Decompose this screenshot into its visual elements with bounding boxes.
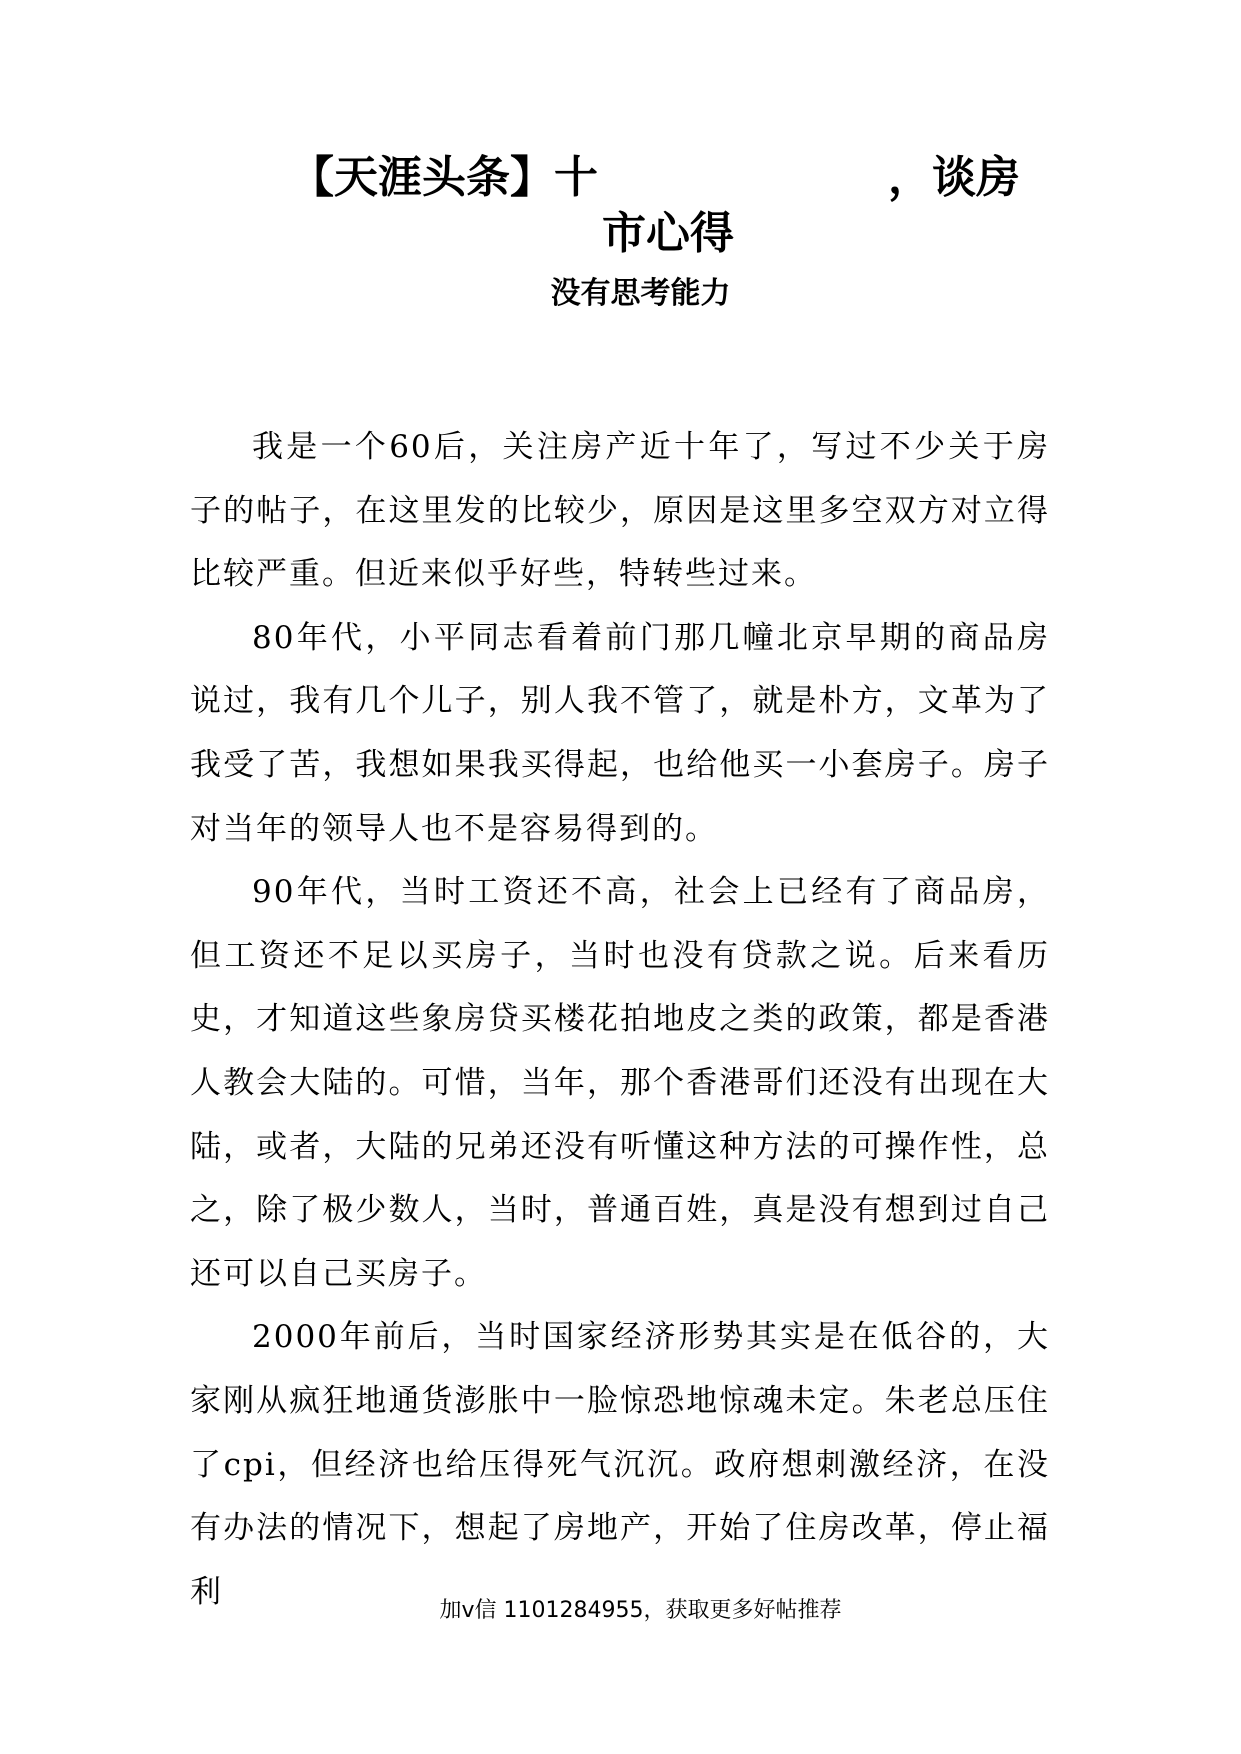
article-body [190,416,1050,1624]
page-footer: 加v信 1101284955，获取更多好帖推荐 [439,1598,842,1623]
title-part-2: ，谈房 [888,152,1020,203]
paragraph: 2000年前后，当时国家经济形势其实是在低谷的，大家刚从疯狂地通货澎胀中一脸惊恐地惊魂未定。朱老总压住了cpi，但经济也给压得死气沉沉。政府想刺激经济，在没有办法的情况下，想起了房地产，开始了住房改革，停止福利 [190,1319,1050,1610]
title-part-1: 【天涯头条】十 [290,152,598,203]
paragraph: 80年代，小平同志看着前门那几幢北京早期的商品房说过，我有几个儿子，别人我不管了，就是朴方，文革为了我受了苦，我想如果我买得起，也给他买一小套房子。房子对当年的领导人也不是容易得到的。 [190,619,1050,847]
paragraph: 90年代，当时工资还不高，社会上已经有了商品房，但工资还不足以买房子，当时也没有贷款之说。后来看历史，才知道这些象房贷买楼花拍地皮之类的政策，都是香港人教会大陆的。可惜，当年，那个香港哥们还没有出现在大陆，或者，大陆的兄弟还没有听懂这种方法的可操作性，总之，除了极少数人，当时，普通百姓，真是没有想到过自己还可以自己买房子。 [190,874,1050,1292]
document-title [290,150,1050,262]
author-name: 没有思考能力 [550,276,731,311]
title-line-2: 市心得 [602,208,734,259]
paragraph: 我是一个60后，关注房产近十年了，写过不少关于房子的帖子，在这里发的比较少，原因是这里多空双方对立得比较严重。但近来似乎好些，特转些过来。 [190,429,1050,593]
